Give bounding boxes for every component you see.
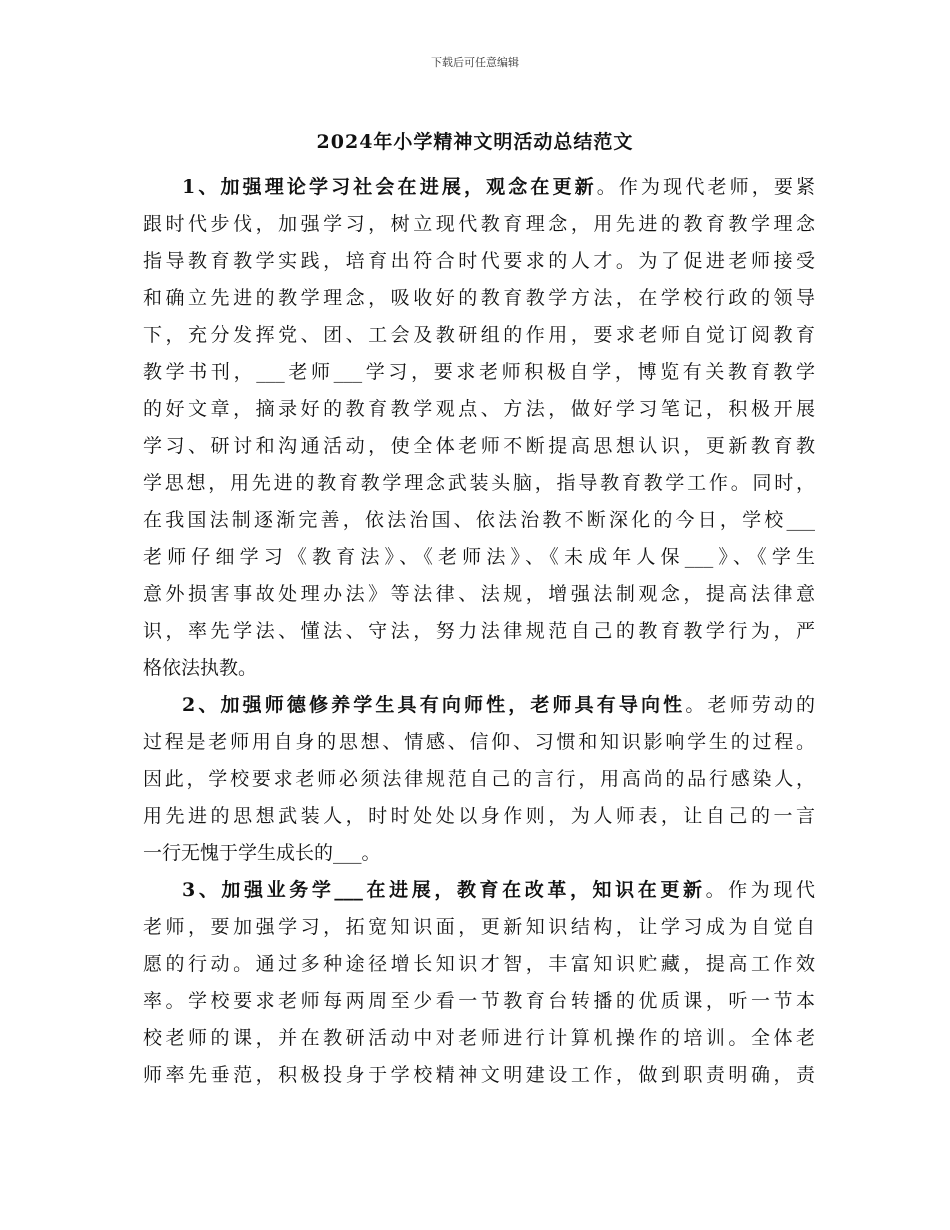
page-header: 下载后可任意编辑 — [431, 56, 519, 69]
paragraph-1-line: 学习、研讨和沟通活动，使全体老师不断提高思想认识，更新教育教 — [143, 435, 815, 457]
paragraph-2-heading: 2、加强师德修养学生具有向师性，老师具有导向性 — [182, 694, 686, 716]
paragraph-1-line: 指导教育教学实践，培育出符合时代要求的人才。为了促进老师接受 — [143, 250, 815, 272]
paragraph-1-line: 的好文章，摘录好的教育教学观点、方法，做好学习笔记，积极开展 — [143, 398, 815, 420]
paragraph-3-line: 率。学校要求老师每两周至少看一节教育台转播的优质课，听一节本 — [143, 990, 815, 1012]
paragraph-1-line: 意外损害事故处理办法》等法律、法规，增强法制观念，提高法律意 — [143, 583, 815, 605]
paragraph-3-line-1: 3、加强业务学___在进展，教育在改革，知识在更新。作为现代 — [182, 879, 815, 901]
paragraph-1-heading: 1、加强理论学习社会在进展，观念在更新 — [182, 176, 597, 198]
paragraph-1-line: 格依法执教。 — [143, 657, 258, 679]
paragraph-2-line: 一行无愧于学生成长的___。 — [143, 842, 381, 864]
document-title: 2024年小学精神文明活动总结范文 — [316, 131, 634, 153]
paragraph-3-heading: 3、加强业务学___在进展，教育在改革，知识在更新 — [182, 879, 706, 901]
paragraph-1-line: 识，率先学法、懂法、守法，努力法律规范自己的教育教学行为，严 — [143, 620, 815, 642]
paragraph-2-line-1: 2、加强师德修养学生具有向师性，老师具有导向性。老师劳动的 — [182, 694, 815, 716]
paragraph-1-line: 老师仔细学习《教育法》、《老师法》、《未成年人保___》、《学生 — [143, 546, 815, 568]
paragraph-3-line: 愿的行动。通过多种途径增长知识才智，丰富知识贮藏，提高工作效 — [143, 953, 815, 975]
paragraph-1-line: 跟时代步伐，加强学习，树立现代教育理念，用先进的教育教学理念 — [143, 213, 815, 235]
paragraph-1-line: 和确立先进的教学理念，吸收好的教育教学方法，在学校行政的领导 — [143, 287, 815, 309]
paragraph-1-line: 学思想，用先进的教育教学理念武装头脑，指导教育教学工作。同时， — [143, 472, 815, 494]
paragraph-3-line: 师率先垂范，积极投身于学校精神文明建设工作，做到职责明确，责 — [143, 1064, 815, 1086]
paragraph-1-line: 在我国法制逐渐完善，依法治国、依法治教不断深化的今日，学校___ — [143, 509, 815, 531]
paragraph-3-line: 校老师的课，并在教研活动中对老师进行计算机操作的培训。全体老 — [143, 1027, 815, 1049]
paragraph-2-line: 过程是老师用自身的思想、情感、信仰、习惯和知识影响学生的过程。 — [143, 731, 815, 753]
paragraph-1-line: 下，充分发挥党、团、工会及教研组的作用，要求老师自觉订阅教育 — [143, 324, 815, 346]
paragraph-2-line: 因此，学校要求老师必须法律规范自己的言行，用高尚的品行感染人， — [143, 768, 815, 790]
paragraph-1-line-1: 1、加强理论学习社会在进展，观念在更新。作为现代老师，要紧 — [182, 176, 815, 198]
paragraph-2-line: 用先进的思想武装人，时时处处以身作则，为人师表，让自己的一言 — [143, 805, 815, 827]
paragraph-3-line: 老师，要加强学习，拓宽知识面，更新知识结构，让学习成为自觉自 — [143, 916, 815, 938]
paragraph-1-line: 教学书刊，___老师___学习，要求老师积极自学，博览有关教育教学 — [143, 361, 815, 383]
